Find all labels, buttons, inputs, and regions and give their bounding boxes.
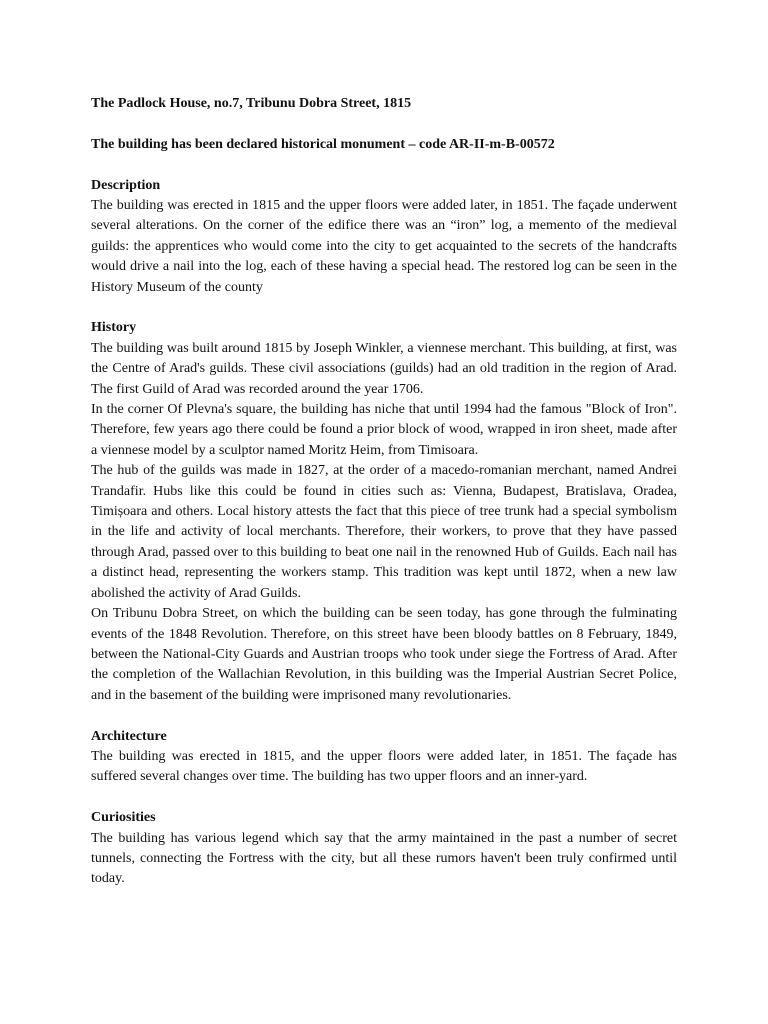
curiosities-section	[91, 808, 677, 890]
description-section	[91, 176, 677, 298]
spacer	[91, 298, 677, 318]
history-heading: History	[91, 320, 137, 336]
history-paragraph: The building was built around 1815 by Joseph Winkler, a viennese merchant. This building, at first, was the Centre of Arad's guilds. These civil associations (guilds) had an old tradition in the region of Arad. The first Guild of Arad was recorded around the year 1706.	[91, 340, 677, 397]
document-page	[91, 94, 677, 890]
spacer	[91, 706, 677, 726]
history-section	[91, 318, 677, 706]
history-paragraph: On Tribunu Dobra Street, on which the building can be seen today, has gone through the fulminating events of the 1848 Revolution. Therefore, on this street have been bloody battles on 8 February, 1849, between the National-City Guards and Austrian troops who took under siege the Fortress of Arad. After the completion of the Wallachian Revolution, in this building was the Imperial Austrian Secret Police, and in the basement of the building were imprisoned many revolutionaries.	[91, 606, 677, 703]
curiosities-paragraph: The building has various legend which say that the army maintained in the past a number of secret tunnels, connecting the Fortress with the city, but all these rumors haven't been truly confirmed until today.	[91, 830, 677, 887]
monument-code-line: The building has been declared historical monument – code AR-II-m-B-00572	[91, 136, 555, 152]
history-paragraph: In the corner Of Plevna's square, the building has niche that until 1994 had the famous "Block of Iron". Therefore, few years ago there could be found a prior block of wood, wrapped in iron sheet, made after a viennese model by a sculptor named Moritz Heim, from Timisoara.	[91, 402, 677, 458]
architecture-paragraph: The building was erected in 1815, and the upper floors were added later, in 1851. The façade has suffered several changes over time. The building has two upper floors and an inner-yard.	[91, 748, 677, 785]
spacer	[91, 114, 677, 134]
document-title: The Padlock House, no.7, Tribunu Dobra Street, 1815	[91, 96, 412, 111]
spacer	[91, 155, 677, 175]
spacer	[91, 788, 677, 808]
description-heading: Description	[91, 177, 161, 193]
architecture-section	[91, 727, 677, 788]
description-paragraph: The building was erected in 1815 and the upper floors were added later, in 1851. The façade underwent several alterations. On the corner of the edifice there was an “iron” log, a memento of the medieval guilds: the apprentices who would come into the city to get acquainted to the secrets of the handcrafts would drive a nail into the log, each of these having a special head. The restored log can be seen in the History Museum of the county	[91, 198, 677, 295]
architecture-heading: Architecture	[91, 728, 167, 744]
history-paragraph: The hub of the guilds was made in 1827, at the order of a macedo-romanian merchant, named Andrei Trandafir. Hubs like this could be found in cities such as: Vienna, Budapest, Bratislava, Oradea, Timișoara and others. Local history attests the fact that this piece of tree trunk had a special symbolism in the life and activity of local merchants. Therefore, their workers, to prove that they have passed through Arad, passed over to this building to beat one nail in the renowned Hub of Guilds. Each nail has a distinct head, representing the workers stamp. This tradition was kept until 1872, when a new law abolished the activity of Arad Guilds.	[91, 463, 677, 601]
curiosities-heading: Curiosities	[91, 810, 156, 826]
